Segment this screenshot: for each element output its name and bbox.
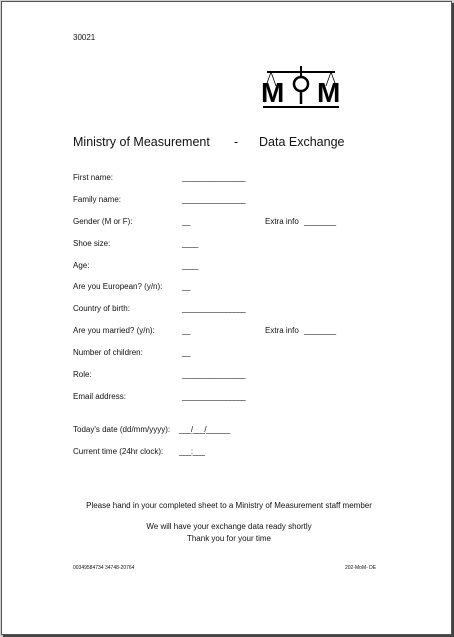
thank-you-text: Thank you for your time xyxy=(186,534,272,543)
form-id: 30021 xyxy=(73,33,96,42)
time-label: Current time (24hr clock): xyxy=(73,447,164,456)
married-label: Are you married? (y/n): xyxy=(73,326,155,335)
form-page xyxy=(1,1,452,635)
children-label: Number of children: xyxy=(73,348,143,357)
first-name-label: First name: xyxy=(73,173,114,182)
svg-text:M: M xyxy=(261,77,285,108)
family-name-label: Family name: xyxy=(73,195,122,204)
first-name-field[interactable]: ________________ xyxy=(182,173,246,182)
date-field[interactable]: ___/___/______ xyxy=(179,425,230,434)
ready-shortly-text: We will have your exchange data ready shortly xyxy=(146,522,312,531)
time-field[interactable]: ___:___ xyxy=(179,447,205,456)
gender-extra-info-label: Extra info xyxy=(265,217,299,226)
shoe-size-field[interactable]: ____ xyxy=(182,239,198,248)
email-field[interactable]: ________________ xyxy=(182,392,246,401)
children-field[interactable]: __ xyxy=(182,348,190,357)
gender-extra-info-field[interactable]: ________ xyxy=(304,217,336,226)
date-label: Today's date (dd/mm/yyyy): xyxy=(73,425,171,434)
svg-text:M: M xyxy=(317,77,341,108)
country-of-birth-field[interactable]: ________________ xyxy=(182,304,246,313)
shoe-size-label: Shoe size: xyxy=(73,239,111,248)
hand-in-instruction: Please hand in your completed sheet to a Ministry of Measurement staff member xyxy=(86,501,372,510)
married-field[interactable]: __ xyxy=(182,326,190,335)
gender-field[interactable]: __ xyxy=(182,217,190,226)
document-code: 202-MoM- DE xyxy=(345,565,377,571)
title-data-exchange: Data Exchange xyxy=(259,135,345,149)
ministry-logo xyxy=(261,64,341,110)
age-field[interactable]: ____ xyxy=(182,261,198,270)
barcode-number: 00349584734 34748-20764 xyxy=(73,565,135,571)
email-label: Email address: xyxy=(73,392,126,401)
european-label: Are you European? (y/n): xyxy=(73,282,163,291)
role-field[interactable]: ________________ xyxy=(182,370,246,379)
title-dash: - xyxy=(234,135,239,149)
married-extra-info-field[interactable]: ________ xyxy=(304,326,336,335)
role-label: Role: xyxy=(73,370,92,379)
country-of-birth-label: Country of birth: xyxy=(73,304,130,313)
family-name-field[interactable]: ________________ xyxy=(182,195,246,204)
married-extra-info-label: Extra info xyxy=(265,326,299,335)
age-label: Age: xyxy=(73,261,90,270)
gender-label: Gender (M or F): xyxy=(73,217,133,226)
european-field[interactable]: __ xyxy=(182,282,190,291)
title-ministry: Ministry of Measurement xyxy=(73,135,210,149)
